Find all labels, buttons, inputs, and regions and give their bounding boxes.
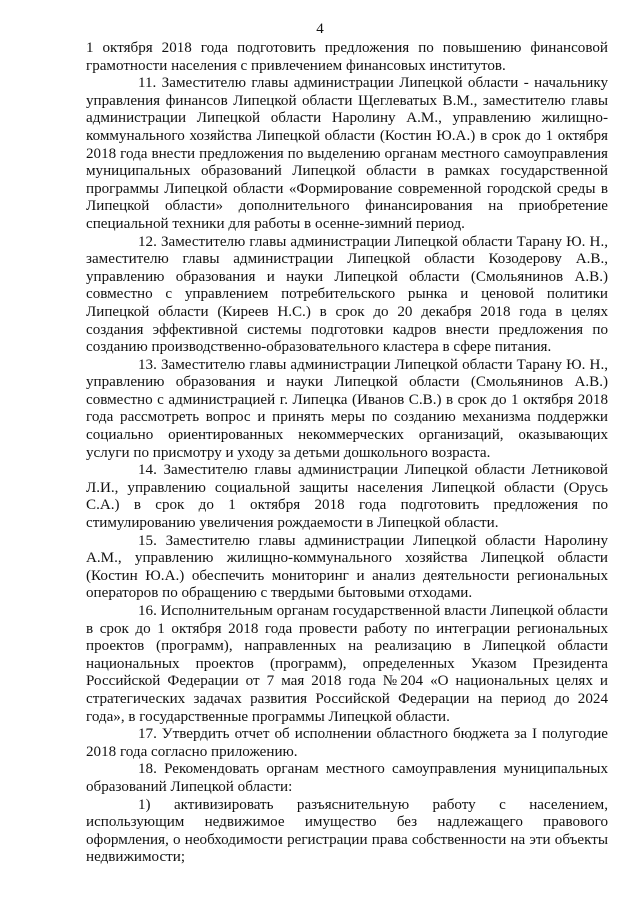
paragraph-continuation: 1 октября 2018 года подготовить предложения по повышению финансовой грамотности населения с привлечением финансовых институтов. xyxy=(86,40,608,74)
paragraph-item-17: 17. Утвердить отчет об исполнении областного бюджета за I полугодие 2018 года согласно приложению. xyxy=(86,726,608,760)
paragraph-item-14: 14. Заместителю главы администрации Липецкой области Летниковой Л.И., управлению социальной защиты населения Липецкой области (Орусь С.А.) в срок до 1 октября 2018 года подготовить предложения по стимулированию увеличения рождаемости в Липецкой области. xyxy=(86,462,608,532)
paragraph-item-13: 13. Заместителю главы администрации Липецкой области Тарану Ю. Н., управлению образования и науки Липецкой области (Смольянинов А.В.) совместно с администрацией г. Липецка (Иванов С.В.) в срок до 1 октября 2018 года рассмотреть вопрос и принять меры по созданию механизма поддержки социально ориентированных некоммерческих организаций, оказывающих услуги по присмотру и уходу за детьми дошкольного возраста. xyxy=(86,356,608,461)
page-number: 4 xyxy=(316,21,324,37)
document-body xyxy=(86,40,608,867)
paragraph-item-12: 12. Заместителю главы администрации Липецкой области Тарану Ю. Н., заместителю главы администрации Липецкой области Козодерову А.В., управлению образования и науки Липецкой области (Смольянинов А.В.) совместно с управлением потребительского рынка и ценовой политики Липецкой области (Киреев Н.С.) в срок до 20 декабря 2018 года в целях создания эффективной системы подготовки кадров внести предложения по созданию производственно-образовательного кластера в сфере питания. xyxy=(86,233,608,356)
paragraph-item-11: 11. Заместителю главы администрации Липецкой области - начальнику управления финансов Липецкой области Щеглеватых В.М., заместителю главы администрации Липецкой области Наролину А.М., управлению жилищно-коммунального хозяйства Липецкой области (Костин Ю.А.) в срок до 1 октября 2018 года внести предложения по выделению органам местного самоуправления муниципальных образований Липецкой области в рамках государственной программы Липецкой области «Формирование современной городской среды в Липецкой области» дополнительного финансирования на приобретение специальной техники для работы в осенне-зимний период. xyxy=(86,75,608,232)
paragraph-item-16: 16. Исполнительным органам государственной власти Липецкой области в срок до 1 октября 2018 года провести работу по интеграции региональных проектов (программ), направленных на реализацию в Липецкой области национальных проектов (программ), определенных Указом Президента Российской Федерации от 7 мая 2018 года №204 «О национальных целях и стратегических задачах развития Российской Федерации на период до 2024 года», в государственные программы Липецкой области. xyxy=(86,603,608,725)
paragraph-item-18: 18. Рекомендовать органам местного самоуправления муниципальных образований Липецкой области: xyxy=(86,761,608,795)
paragraph-subitem-1: 1) активизировать разъяснительную работу с населением, использующим недвижимое имущество без надлежащего правового оформления, о необходимости регистрации права собственности на эти объекты недвижимости; xyxy=(86,796,608,866)
paragraph-item-15: 15. Заместителю главы администрации Липецкой области Наролину А.М., управлению жилищно-коммунального хозяйства Липецкой области (Костин Ю.А.) обеспечить мониторинг и анализ деятельности региональных операторов по обращению с твердыми бытовыми отходами. xyxy=(86,532,608,602)
